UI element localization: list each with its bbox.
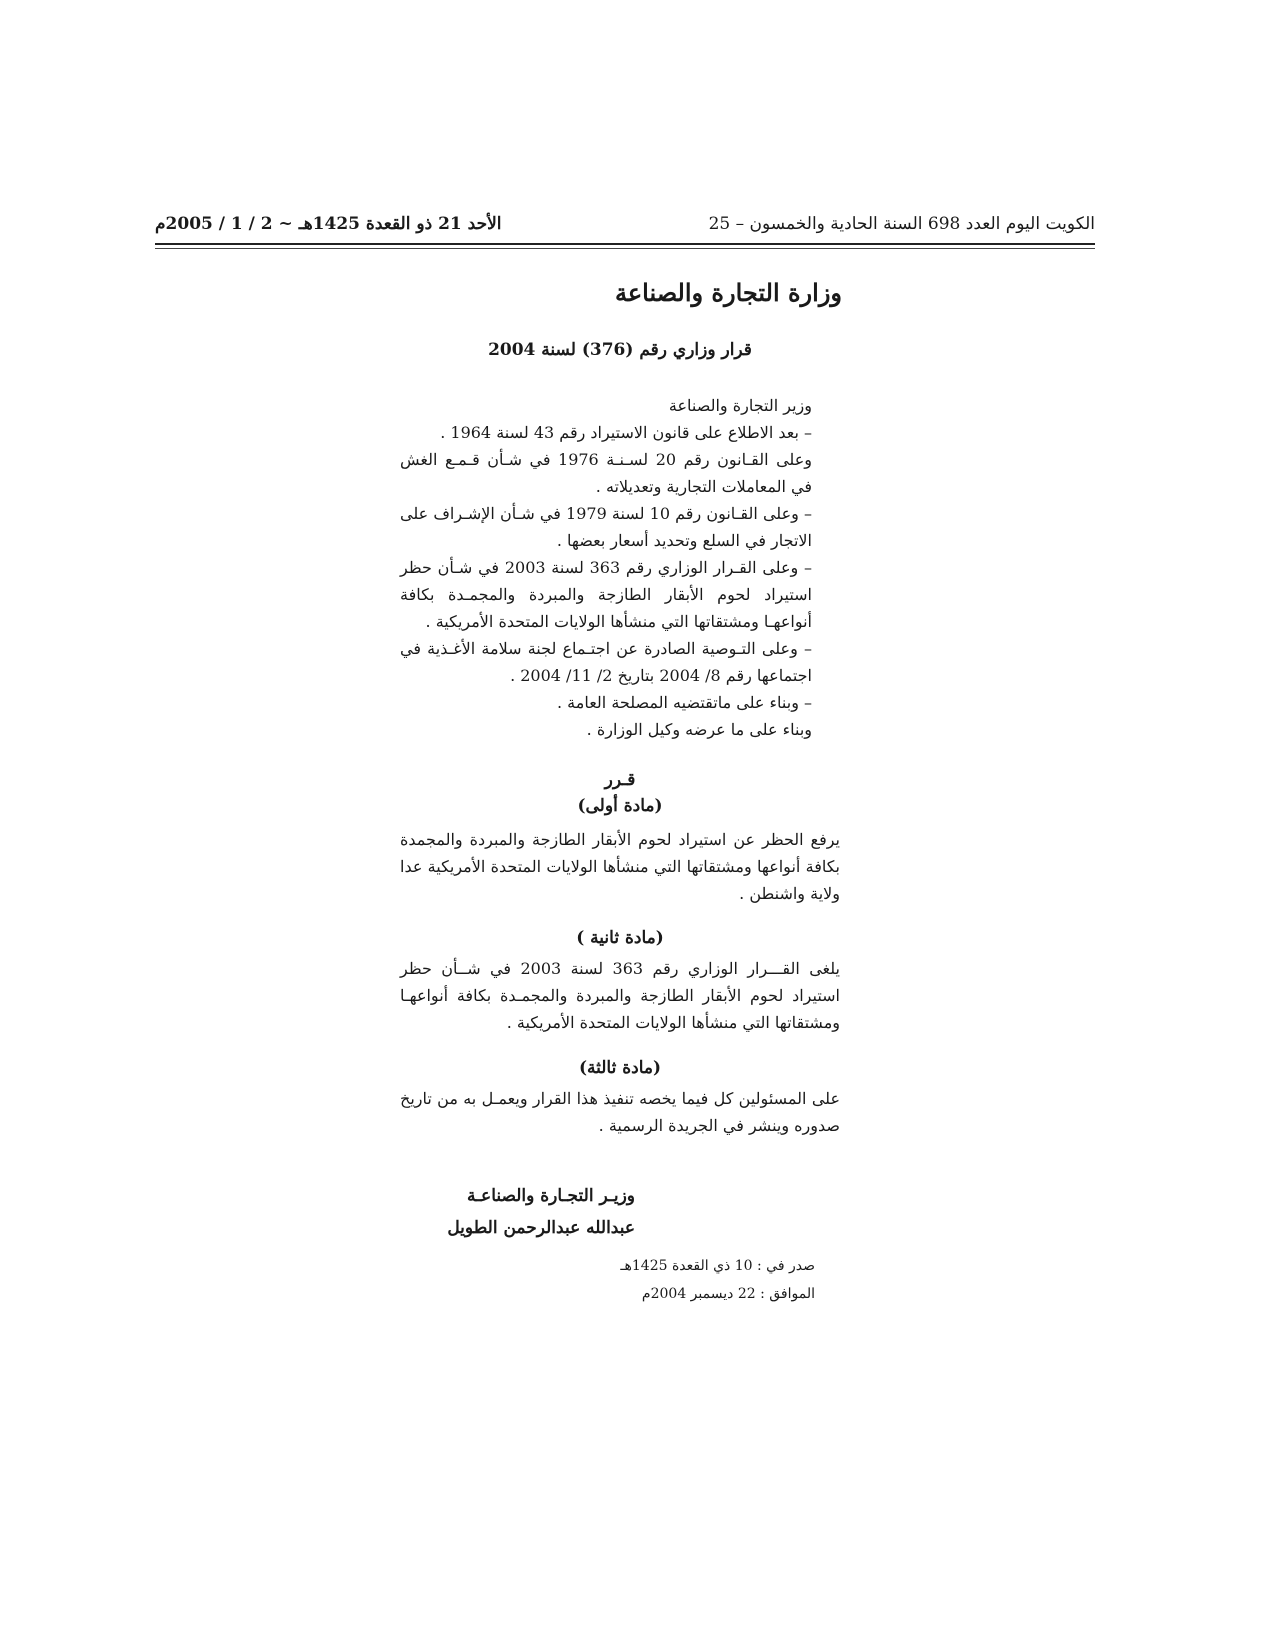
preamble-item: – وعلى التـوصية الصادرة عن اجتـماع لجنة سلامة الأغـذية في اجتماعها رقم 8/ 2004 بتاريخ 2/ 11/ 2004 . — [400, 639, 812, 685]
header-rule-thin — [155, 248, 1095, 249]
article-1-text-block — [400, 826, 840, 907]
decides-heading: قـرر — [604, 770, 636, 790]
article-1-text: يرفع الحظر عن استيراد لحوم الأبقار الطازجة والمبردة والمجمدة بكافة أنواعها ومشتقاتها التي منشأها الولايات المتحدة الأمريكية عدا ولاية واشنطن . — [400, 830, 840, 903]
preamble-item: وعلى القـانون رقم 20 لسـنـة 1976 في شـأن قـمـع الغش في المعاملات التجارية وتعديلاته . — [400, 450, 812, 496]
article-1-title: (مادة أولى) — [577, 796, 663, 816]
issue-dates — [620, 1252, 815, 1308]
article-2-title: (مادة ثانية ) — [576, 928, 664, 948]
preamble-item: وبناء على ما عرضه وكيل الوزارة . — [586, 720, 812, 739]
article-2-text: يلغى القـــرار الوزاري رقم 363 لسنة 2003 في شــأن حظر استيراد لحوم الأبقار الطازجة والمبردة والمجمـدة بكافة أنواعهـا ومشتقاتها التي منشأها الولايات المتحدة الأمريكية . — [400, 959, 840, 1032]
article-3-text: على المسئولين كل فيما يخصه تنفيذ هذا القرار ويعمـل به من تاريخ صدوره وينشر في الجريدة الرسمية . — [400, 1089, 840, 1135]
preamble-item: – وعلى القـرار الوزاري رقم 363 لسنة 2003 في شـأن حظر استيراد لحوم الأبقار الطازجة والمبردة والمجمـدة بكافة أنواعهـا ومشتقاتها التي منشأها الولايات المتحدة الأمريكية . — [400, 558, 812, 631]
signature-title: وزيـر التجـارة والصناعـة — [466, 1186, 635, 1206]
preamble-item: – بعد الاطلاع على قانون الاستيراد رقم 43 لسنة 1964 . — [440, 423, 812, 442]
article-2-text-block — [400, 955, 840, 1036]
decision-title: قرار وزاري رقم (376) لسنة 2004 — [488, 340, 752, 360]
signature-block — [447, 1180, 635, 1244]
article-3-title: (مادة ثالثة) — [578, 1058, 662, 1078]
preamble-minister: وزير التجارة والصناعة — [668, 396, 812, 415]
preamble-item: – وبناء على ماتقتضيه المصلحة العامة . — [557, 693, 812, 712]
article-3-text-block — [400, 1085, 840, 1139]
ministry-heading: وزارة التجارة والصناعة — [614, 278, 842, 307]
header-rule-thick — [155, 243, 1095, 245]
issued-gregorian-date: الموافق : 22 ديسمبر 2004م — [641, 1286, 815, 1302]
issued-hijri-date: صدر في : 10 ذي القعدة 1425هـ — [620, 1258, 815, 1274]
signature-name: عبدالله عبدالرحمن الطويل — [447, 1218, 635, 1238]
header-issue-info: الكويت اليوم العدد 698 السنة الحادية والخمسون – 25 — [708, 214, 1095, 234]
preamble — [400, 392, 840, 743]
header-date: الأحد 21 ذو القعدة 1425هـ ~ 2 / 1 / 2005م — [155, 214, 502, 234]
preamble-item: – وعلى القـانون رقم 10 لسنة 1979 في شـأن الإشـراف على الاتجار في السلع وتحديد أسعار بعضها . — [400, 504, 813, 550]
running-header — [155, 210, 1095, 244]
